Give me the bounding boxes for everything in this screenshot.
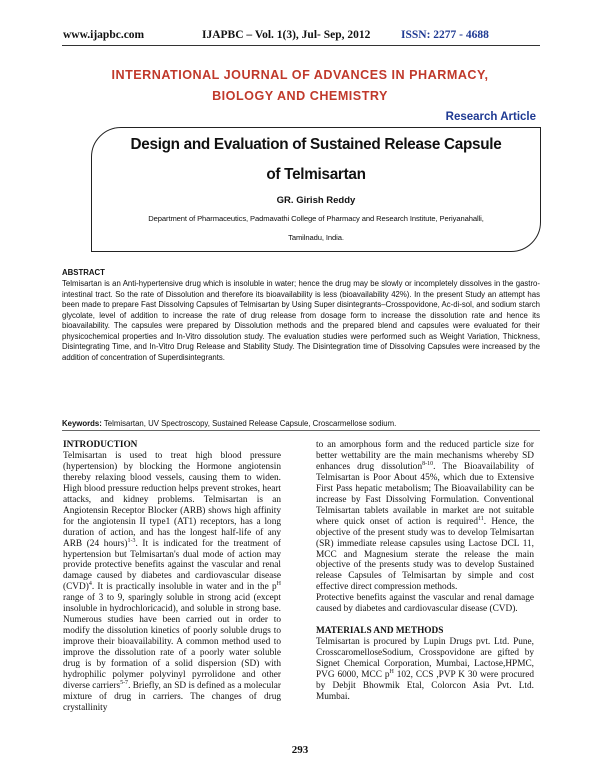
affiliation-line1: Department of Pharmaceutics, Padmavathi College of Pharmacy and Research Institute, Periyanahalli, (148, 214, 484, 223)
journal-title-line2: BIOLOGY AND CHEMISTRY (212, 89, 388, 103)
right-column (316, 440, 534, 703)
keywords-text: Telmisartan, UV Spectroscopy, Sustained Release Capsule, Croscarmellose sodium. (101, 419, 397, 428)
introduction-continued: to an amorphous form and the reduced particle size for better wettability are the main mechanisms whereby SD enhances drug dissolution$^{8-10}$. The Bioavailability of Telmisartan is Poor About 45%, which due to Extensive First Pass hepatic metabolism; The Bioavailability can be increase by Fast Dissolving Formulation. Conventional Telmisartan tablets available in market are not suitable where quick onset of action is required$^{11}$. Hence, the objective of the present study was to develop Telmisartan (SR) immediate release capsules using Lactose DCL 11, MCC and Magnesium sterate the release the main objective of the presents study was to develop Sustained release Capsules of Telmisartan by simple and cost effective direct compression methods. (316, 440, 534, 593)
journal-issue: IJAPBC – Vol. 1(3), Jul- Sep, 2012 (202, 29, 371, 41)
issn: ISSN: 2277 - 4688 (401, 29, 489, 41)
website-url[interactable]: www.ijapbc.com (63, 29, 145, 41)
introduction-heading: INTRODUCTION (63, 440, 138, 450)
materials-heading: MATERIALS AND METHODS (316, 626, 444, 637)
materials-paragraph: Telmisartan is procured by Lupin Drugs pvt. Ltd. Pune, CrosscaromelloseSodium, Crosspovidone are gifted by Signet Chemical Corporation, Mumbai, Lactose,HPMC, PVG 6000, MCC $p^H$ 102, CCS ,PVP K 30 were procured by Debjit Bhowmik Etal, Colorcon Asia Pvt. Ltd. Mumbai. (316, 637, 534, 702)
header-divider (62, 45, 540, 46)
article-title-line1: Design and Evaluation of Sustained Release Capsule (130, 136, 502, 153)
keywords-divider (62, 430, 540, 431)
page-number: 293 (291, 744, 309, 756)
author-name: GR. Girish Reddy (276, 195, 356, 206)
keywords-label: Keywords: (62, 419, 102, 428)
journal-title-line1: INTERNATIONAL JOURNAL OF ADVANCES IN PHARMACY, (111, 68, 489, 82)
keywords (62, 419, 540, 428)
left-column (63, 440, 281, 714)
introduction-paragraph: Telmisartan is used to treat high blood pressure (hypertension) by blocking the Hormone angiotensin thereby relaxing blood vessels, causing them to widen. High blood pressure reduction helps prevent strokes, heart attacks, and kidney problems. Telmisartan is an Angiotensin Receptor Blocker (ARB) shows high affinity for the angiotensin II type1 (AT1) receptors, has a long duration of action, and has the longest half-life of any ARB (24 hours)$^{1-3}$. It is indicated for the treatment of hypertension but Telmisartan's dual mode of action may provide protective benefits against the vascular and renal damage caused by diabetes and cardiovascular disease (CVD)$^4$. It is practically insoluble in water and in the $p^H$ range of 3 to 9, sparingly soluble in strong acid (except insoluble in hydrochloricacid), and soluble in strong base. Numerous studies have been carried out in order to modify the dissolution kinetics of poorly soluble drugs to improve their bioavailability. A common method used to improve the dissolution rate of a poorly water soluble drug is by formation of a solid dispersion (SD) with hydrophilic polymer polyvinyl pyrrolidone and other diverse carriers$^{5-7}$. Briefly, an SD is defined as a molecular mixture of drug in carriers. The changes of drug crystallinity (63, 450, 281, 713)
protective-benefits-paragraph: Protective benefits against the vascular and renal damage caused by diabetes and cardiovascular disease (CVD). (316, 593, 534, 615)
article-title-line2: of Telmisartan (266, 166, 366, 183)
abstract-text: Telmisartan is an Anti-hypertensive drug which is insoluble in water; hence the drug may be slowly or incompletely dissolves in the gastro-intestinal tract. So the rate of Dissolution and therefore its bioavailability is less (bioavailability 42%). In the present Study an attempt has been made to prepare Fast Dissolving Capsules of Telmisartan by Using Super disintegrants–Crosspovidone, Ac-di-sol, and sodium starch glycolate, level of addition to increase the rate of drug release from dosage form to increase the dissolution rate and hence its bioavailability. The capsules were prepared by Dissolution methods and the prepared blend and capsules were evaluated for their physicochemical properties and In-Vitro dissolution study. The evaluation studies were performed such as Weight Variation, Thickness, Disintegrating Time, and In-Vitro Drug Release and Stability Study. The Disintegration time of Dissolving Capsules were increased by the addition of concentration of Superdisintegrants. (62, 279, 540, 362)
abstract-heading: ABSTRACT (62, 268, 105, 277)
affiliation-line2: Tamilnadu, India. (288, 233, 344, 242)
article-type: Research Article (445, 111, 536, 123)
